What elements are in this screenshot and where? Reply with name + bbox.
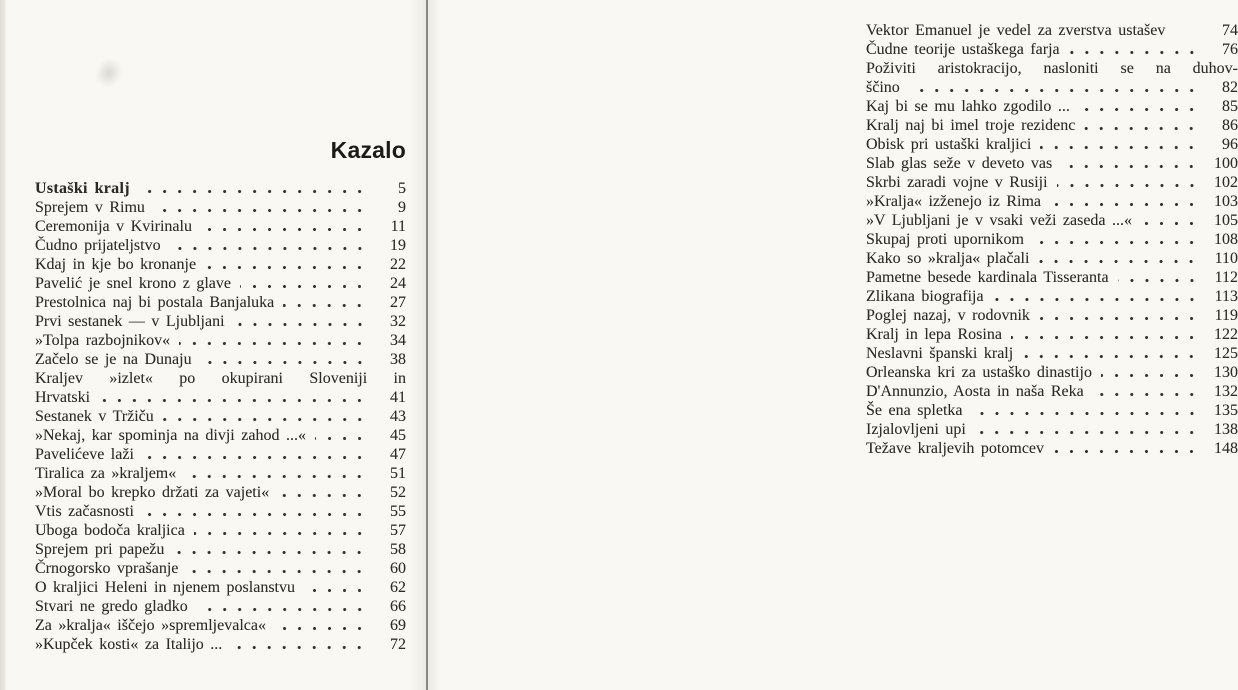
toc-entry-title: Sestanek v Tržiču [35,408,154,425]
toc-page-number: 24 [390,275,406,292]
toc-row [35,521,406,540]
toc-page-number: 76 [1222,41,1238,58]
toc-row [35,616,406,635]
toc-entry-title: Pavelić je snel krono z glave [35,275,231,292]
dot-leader [240,274,368,293]
toc-row [866,116,1238,135]
toc-page-number: 47 [390,446,406,463]
dot-leader [1118,268,1200,287]
toc-row [866,97,1238,116]
toc-entry [35,464,406,483]
toc-page-number: 86 [1222,117,1238,134]
toc-page-number: 96 [1222,136,1238,153]
toc-row [866,173,1238,192]
toc-page-number: 38 [390,351,406,368]
toc-page-number: 55 [390,503,406,520]
toc-entry [35,597,406,616]
toc-row [35,407,406,426]
toc-entry [35,578,406,597]
toc-page-number: 34 [390,332,406,349]
toc-entry-title: Pametne besede kardinala Tisseranta [866,269,1109,286]
toc-row [35,198,406,217]
dot-leader [231,635,368,654]
toc-page-number: 100 [1214,155,1238,172]
toc-page-number: 125 [1214,345,1238,362]
dot-leader [972,401,1200,420]
toc-page-number: 82 [1222,79,1238,96]
toc-entry-first-line: Kraljev »izlet« po okupirani Sloveniji in [35,370,406,387]
toc-row [35,274,406,293]
dot-leader [275,616,368,635]
toc-entry [35,198,406,217]
toc-entry [866,40,1238,59]
toc-row [35,293,406,312]
toc-row [866,21,1238,40]
toc-entry-title: Tiralica za »kraljem« [35,465,177,482]
toc-row [866,401,1238,420]
dot-leader [1038,249,1200,268]
dot-leader [234,312,368,331]
toc-entry [866,401,1238,420]
toc-entry [35,502,406,521]
toc-page-number: 51 [390,465,406,482]
toc-page-number: 148 [1214,440,1238,457]
dot-leader [143,502,368,521]
toc-page-number: 27 [390,294,406,311]
toc-entry [35,483,406,502]
toc-entry [866,439,1238,458]
toc-entry-title: »Moral bo krepko držati za vajeti« [35,484,270,501]
toc-entry [866,344,1238,363]
dot-leader [1011,325,1200,344]
toc-entry-title: Kaj bi se mu lahko zgodilo ... [866,98,1070,115]
toc-entry [35,559,406,578]
toc-entry-title: Neslavni španski kralj [866,345,1014,362]
toc-entry [866,154,1238,173]
toc-page-number: 69 [390,617,406,634]
toc-row [35,597,406,616]
toc-row [866,268,1238,287]
toc-page-number: 9 [398,199,406,216]
toc-row [866,382,1238,401]
toc-entry [35,293,406,312]
toc-row [866,249,1238,268]
dot-leader [154,198,368,217]
toc-entry-title: »V Ljubljani je v vsaki veži zaseda ...« [866,212,1133,229]
dot-leader [909,78,1200,97]
toc-entry-title: Črnogorsko vprašanje [35,560,179,577]
toc-row [866,420,1238,439]
dot-leader [1057,173,1200,192]
toc-entry-title: Za »kralja« iščejo »spremljevalca« [35,617,266,634]
toc-entry-title: Orleanska kri za ustaško dinastijo [866,364,1092,381]
toc-entry [866,59,1238,97]
toc-entry-first-line: Poživiti aristokracijo, nasloniti se na duhov- [866,60,1238,77]
dot-leader [173,540,368,559]
toc-entry-title: Kako so »kralja« plačali [866,250,1030,267]
toc-entry [35,217,406,236]
toc-entry-title: Sprejem v Rimu [35,199,145,216]
dot-leader [1079,97,1200,116]
left-page [0,0,422,690]
toc-page-number: 119 [1214,307,1238,324]
toc-entry-title: Skupaj proti upornikom [866,231,1024,248]
dot-leader [1050,192,1200,211]
toc-page-number: 41 [390,389,406,406]
dot-leader [1093,382,1200,401]
toc-entry [35,236,406,255]
toc-heading: Kazalo [330,137,406,163]
toc-entry [866,135,1238,154]
toc-entry [35,179,406,198]
toc-row [35,179,406,198]
dot-leader [187,559,368,578]
toc-entry-title: »Kralja« izženejo iz Rima [866,193,1041,210]
toc-row [35,426,406,445]
toc-entry [866,192,1238,211]
toc-row [866,325,1238,344]
dot-leader [1022,344,1200,363]
toc-page-number: 60 [390,560,406,577]
dot-leader [283,293,368,312]
right-page [428,0,1238,690]
dot-leader [278,483,368,502]
dot-leader [194,521,368,540]
dot-leader [197,597,368,616]
dot-leader [179,331,368,350]
toc-page-number: 105 [1214,212,1238,229]
toc-entry [35,616,406,635]
toc-page-number: 110 [1214,250,1238,267]
toc-row [35,350,406,369]
toc-row [866,211,1238,230]
dot-leader [1039,306,1200,325]
toc-row [866,306,1238,325]
dot-leader [975,420,1200,439]
dot-leader [185,464,368,483]
toc-entry [35,407,406,426]
toc-entry-title: Začelo se je na Dunaju [35,351,192,368]
toc-entry [35,312,406,331]
toc-page-number: 62 [390,579,406,596]
toc-row [35,388,406,407]
toc-row [35,464,406,483]
toc-row [866,154,1238,173]
toc-entry-title: Sprejem pri papežu [35,541,165,558]
dot-leader [304,578,368,597]
toc-entry-title: Še ena spletka [866,402,963,419]
toc-page-number: 113 [1214,288,1238,305]
toc-entry-title: D'Annunzio, Aosta in naša Reka [866,383,1084,400]
toc-page-number: 43 [390,408,406,425]
toc-row [866,40,1238,59]
toc-entry [866,268,1238,287]
toc-entry [35,369,406,407]
toc-row [35,236,406,255]
dot-leader [1101,363,1200,382]
toc-entry [866,249,1238,268]
dot-leader [1040,135,1200,154]
toc-page-number: 58 [390,541,406,558]
toc-entry-title: »Tolpa razbojnikov« [35,332,171,349]
dot-leader [1174,21,1200,40]
toc-row [35,483,406,502]
toc-page-number: 102 [1214,174,1238,191]
toc-entry [866,420,1238,439]
toc-row [35,559,406,578]
toc-entry [35,274,406,293]
dot-leader [163,407,368,426]
toc-entry-title: Prvi sestanek — v Ljubljani [35,313,225,330]
toc-entry [866,173,1238,192]
toc-entry [35,350,406,369]
toc-entry-title: »Nekaj, kar spominja na divji zahod ...« [35,427,306,444]
toc-entry-title: Vektor Emanuel je vedel za zverstva ustašev [866,22,1166,39]
toc-row [866,287,1238,306]
toc-entry-title: Kralj in lepa Rosina [866,326,1002,343]
toc-entry-title: Čudno prijateljstvo [35,237,161,254]
toc-row [35,578,406,597]
toc-entry [35,540,406,559]
toc-page-number: 85 [1222,98,1238,115]
toc-row [866,192,1238,211]
toc-page-number: 45 [390,427,406,444]
toc-page-number: 11 [390,218,406,235]
dot-leader [99,388,368,407]
toc-entry [35,445,406,464]
toc-entry-title: Prestolnica naj bi postala Banjaluka [35,294,275,311]
toc-row [35,255,406,274]
toc-entry [35,635,406,654]
toc-entry-title: Obisk pri ustaški kraljici [866,136,1032,153]
toc-entry-title: Skrbi zaradi vojne v Rusiji [866,174,1048,191]
toc-entry-title: Ceremonija v Kvirinalu [35,218,192,235]
toc-entry-title: Vtis začasnosti [35,503,134,520]
toc-row [35,540,406,559]
dot-leader [201,350,368,369]
toc-row [35,502,406,521]
toc-entry-title: Čudne teorije ustaškega farja [866,41,1060,58]
toc-entry-title: Uboga bodoča kraljica [35,522,185,539]
toc-page-number: 74 [1222,22,1238,39]
toc-entry [35,426,406,445]
toc-entry [866,211,1238,230]
dot-leader [1053,439,1200,458]
toc-entry [866,97,1238,116]
toc-page-number: 57 [390,522,406,539]
toc-page-number: 112 [1214,269,1238,286]
dot-leader [315,426,368,445]
toc-entry-title: Hrvatski [35,389,91,406]
toc-page-number: 32 [390,313,406,330]
toc-page-number: 130 [1214,364,1238,381]
toc-entry-title: Pavelićeve laži [35,446,134,463]
toc-entry [866,287,1238,306]
toc-entry-title: Izjalovljeni upi [866,421,966,438]
toc-entry-title: Kdaj in kje bo kronanje [35,256,197,273]
right-toc-list [866,21,1238,458]
toc-entry [866,363,1238,382]
toc-row [866,344,1238,363]
dot-leader [201,217,368,236]
toc-page-number: 19 [390,237,406,254]
dot-leader [170,236,368,255]
toc-row [866,230,1238,249]
toc-entry [866,306,1238,325]
gutter-shadow-left [409,0,426,690]
dot-leader [205,255,368,274]
toc-entry-title: »Kupček kosti« za Italijo ... [35,636,223,653]
toc-page-number: 66 [390,598,406,615]
dot-leader [1033,230,1200,249]
dot-leader [143,445,368,464]
toc-entry-title: ščino [866,79,900,96]
toc-page-number: 122 [1214,326,1238,343]
dot-leader [1061,154,1200,173]
toc-row [35,635,406,654]
toc-entry [866,382,1238,401]
toc-entry-title: Poglej nazaj, v rodovnik [866,307,1030,324]
dot-leader [993,287,1200,306]
dot-leader [1084,116,1200,135]
dot-leader [1141,211,1200,230]
toc-entry [866,230,1238,249]
toc-entry [35,255,406,274]
toc-page-number: 132 [1214,383,1238,400]
toc-entry [866,325,1238,344]
toc-page-number: 138 [1214,421,1238,438]
dot-leader [139,179,368,198]
toc-row [35,217,406,236]
toc-entry-title: Zlikana biografija [866,288,984,305]
left-toc-list [35,179,406,654]
toc-page-number: 72 [390,636,406,653]
toc-row [866,363,1238,382]
toc-row [866,135,1238,154]
toc-row [866,439,1238,458]
toc-entry-title: Ustaški kralj [35,180,130,197]
toc-page-number: 103 [1214,193,1238,210]
toc-page-number: 22 [390,256,406,273]
toc-entry [866,21,1238,40]
toc-entry [35,331,406,350]
toc-entry-title: O kraljici Heleni in njenem poslanstvu [35,579,295,596]
toc-page-number: 108 [1214,231,1238,248]
toc-entry-title: Stvari ne gredo gladko [35,598,188,615]
toc-page-number: 135 [1214,402,1238,419]
dot-leader [1069,40,1200,59]
toc-page-number: 52 [390,484,406,501]
toc-row [35,331,406,350]
toc-row [866,78,1238,97]
toc-entry [866,116,1238,135]
toc-entry-title: Slab glas seže v deveto vas [866,155,1053,172]
toc-entry-title: Kralj naj bi imel troje rezidenc [866,117,1076,134]
toc-row [35,312,406,331]
toc-entry [35,521,406,540]
toc-entry-title: Težave kraljevih potomcev [866,440,1045,457]
toc-page-number: 5 [398,180,406,197]
toc-row [35,445,406,464]
